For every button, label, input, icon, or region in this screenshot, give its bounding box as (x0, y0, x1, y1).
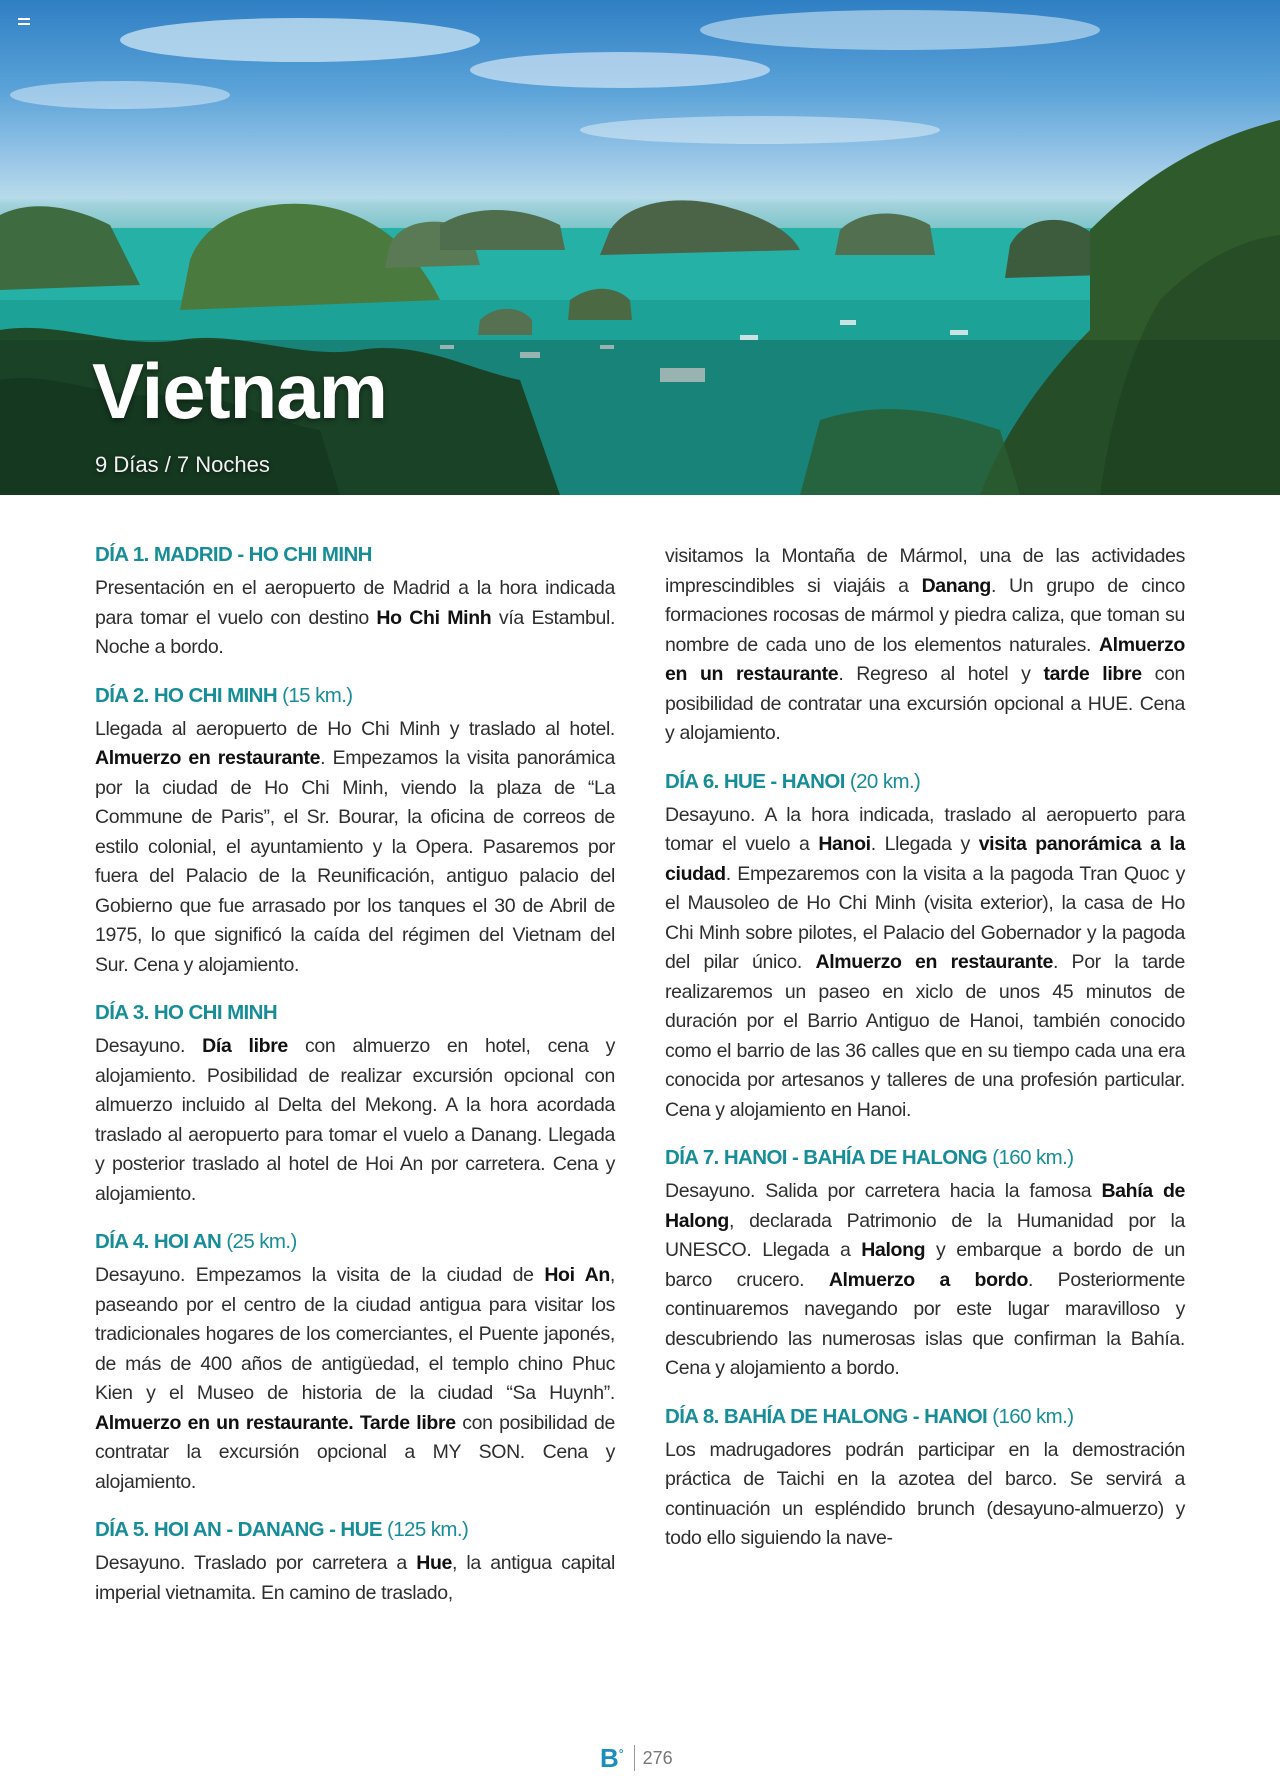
itinerary-day (665, 1404, 1185, 1554)
day-description: Desayuno. Salida por carretera hacia la famosa Bahía de Halong, declarada Patrimonio de la Humanidad por la UNESCO. Llegada a Halong y embarque a bordo de un barco crucero. Almuerzo a bordo. Posteriormente continuaremos navegando por este lugar maravilloso y descubriendo las numerosas islas que confirman la Bahía. Cena y alojamiento a bordo. (665, 1180, 1185, 1379)
day-distance: (15 km.) (277, 683, 353, 707)
itinerary-day (665, 1145, 1185, 1384)
day-description: Desayuno. Traslado por carretera a Hue, la antigua capital imperial vietnamita. En camino de traslado, (95, 1552, 615, 1604)
day-description: Desayuno. A la hora indicada, traslado al aeropuerto para tomar el vuelo a Hanoi. Llegada y visita panorámica a la ciudad. Empezaremos con la visita a la pagoda Tran Quoc y el Mausoleo de Ho Chi Minh (visita exterior), la casa de Ho Chi Minh sobre pilotes, el Palacio del Gobernador y la pagoda del pilar único. Almuerzo en restaurante. Por la tarde realizaremos un paseo en xiclo de unos 45 minutos de duración por el Barrio Antiguo de Hanoi, también conocido como el barrio de las 36 calles que en su tiempo cada una era conocida por artesanos y talleres de una profesión particular. Cena y alojamiento en Hanoi. (665, 803, 1185, 1121)
trip-duration: 9 Días / 7 Noches (95, 452, 270, 477)
day-description: Presentación en el aeropuerto de Madrid a la hora indicada para tomar el vuelo con destino Ho Chi Minh vía Estambul. Noche a bordo. (95, 577, 616, 658)
day-heading: DÍA 1. MADRID - HO CHI MINH (95, 543, 372, 566)
hero-banner (0, 0, 1280, 495)
day-heading: DÍA 6. HUE - HANOI (20 km.) (665, 769, 921, 793)
day-distance: (160 km.) (987, 1146, 1074, 1169)
itinerary-day (95, 1000, 615, 1209)
day-distance: (25 km.) (221, 1230, 297, 1253)
day-description: Llegada al aeropuerto de Ho Chi Minh y traslado al hotel. Almuerzo en restaurante. Empezamos la visita panorámica por la ciudad de Ho Chi Minh, viendo la plaza de “La Commune de Paris”, el Sr. Bourar, la oficina de correos de estilo colonial, el ayuntamiento y la Opera. Pasaremos por fuera del Palacio de la Reunificación, antiguo palacio del Gobierno que fue arrasado por los tanques el 30 de Abril de 1975, lo que significó la caída del régimen del Vietnam del Sur. Cena y alojamiento. (95, 717, 615, 976)
page-number: 276 (642, 1747, 673, 1768)
menu-icon[interactable] (18, 18, 30, 26)
itinerary-day (95, 683, 615, 981)
left-column (95, 542, 615, 1628)
day-distance: (125 km.) (381, 1518, 469, 1541)
day-heading: DÍA 7. HANOI - BAHÍA DE HALONG (160 km.) (665, 1146, 1074, 1169)
day-description: Desayuno. Día libre con almuerzo en hotel, cena y alojamiento. Posibilidad de realizar excursión opcional con almuerzo incluido al Delta del Mekong. A la hora acordada traslado al aeropuerto para tomar el vuelo a Danang. Llegada y posterior traslado al hotel de Hoi An por carretera. Cena y alojamiento. (95, 1035, 615, 1205)
right-column (665, 542, 1185, 1574)
itinerary-day (95, 542, 615, 663)
itinerary-day (95, 1229, 615, 1497)
day-heading: DÍA 2. HO CHI MINH (15 km.) (95, 683, 353, 707)
itinerary-day (95, 1517, 615, 1608)
day-distance: (20 km.) (844, 769, 921, 793)
itinerary-day (665, 769, 1185, 1126)
page-footer (600, 1740, 673, 1776)
page-title: Vietnam (92, 347, 388, 435)
day-heading: DÍA 4. HOI AN (25 km.) (95, 1230, 297, 1253)
brand-logo: B° (600, 1742, 624, 1773)
day-description: visitamos la Montaña de Mármol, una de las actividades imprescindibles si viajáis a Danang. Un grupo de cinco formaciones rocosas de mármol y piedra caliza, que toman su nombre de cada uno de los elementos naturales. Almuerzo en un restaurante. Regreso al hotel y tarde libre con posibilidad de contratar una excursión opcional a HUE. Cena y alojamiento. (665, 545, 1185, 744)
day-heading: DÍA 3. HO CHI MINH (95, 1001, 278, 1024)
day-heading: DÍA 5. HOI AN - DANANG - HUE (125 km.) (95, 1518, 469, 1541)
itinerary-day (665, 542, 1185, 749)
day-heading: DÍA 8. BAHÍA DE HALONG - HANOI (160 km.) (665, 1404, 1074, 1428)
day-description: Los madrugadores podrán participar en la demostración práctica de Taichi en la azotea del barco. Se servirá a continuación un espléndido brunch (desayuno-almuerzo) y todo ello siguiendo la nave- (665, 1438, 1185, 1549)
day-distance: (160 km.) (987, 1404, 1074, 1428)
footer-divider (634, 1745, 635, 1771)
day-description: Desayuno. Empezamos la visita de la ciudad de Hoi An, paseando por el centro de la ciudad antigua para visitar los tradicionales hogares de los comerciantes, el Puente japonés, de más de 400 años de antigüedad, el templo chino Phuc Kien y el Museo de historia de la ciudad “Sa Huynh”. Almuerzo en un restaurante. Tarde libre con posibilidad de contratar la excursión opcional a MY SON. Cena y alojamiento. (95, 1264, 616, 1493)
